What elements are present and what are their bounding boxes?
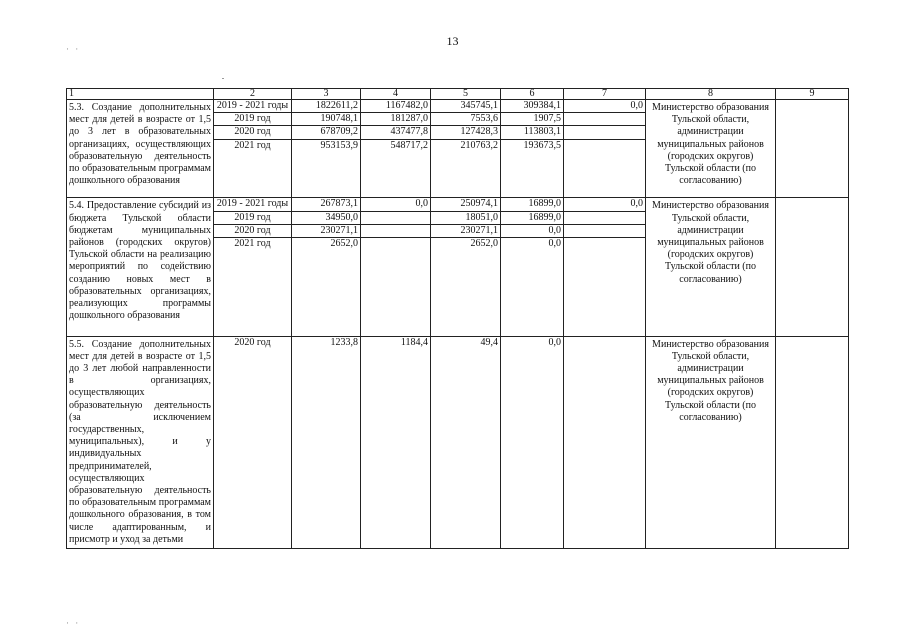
amount-cell-c6: 0,0: [501, 237, 564, 250]
page-number: 13: [446, 34, 459, 48]
col-number-2: 2: [214, 89, 292, 100]
col-number-1: 1: [67, 89, 214, 100]
amount-cell-c5: 250974,1: [431, 198, 501, 211]
amount-cell-c5: 210763,2: [431, 139, 501, 152]
amount-cell-c3: 1233,8: [292, 336, 361, 548]
period-cell: 2021 год: [214, 237, 292, 250]
amount-cell-c6: 16899,0: [501, 211, 564, 224]
amount-cell-c7: [564, 139, 646, 152]
amount-cell-c5: 230271,1: [431, 224, 501, 237]
amount-cell-c5: 49,4: [431, 336, 501, 548]
amount-cell-c4: 1167482,0: [361, 100, 431, 113]
amount-cell-c6: 0,0: [501, 336, 564, 548]
empty-column-9: [776, 336, 849, 548]
amount-cell-c5: 18051,0: [431, 211, 501, 224]
column-number-row: [67, 89, 849, 100]
amount-cell-c7: 0,0: [564, 198, 646, 211]
empty-cell: [564, 152, 646, 198]
empty-cell: [431, 152, 501, 198]
amount-cell-c4: 181287,0: [361, 113, 431, 126]
responsible-executor: Министерство образования Тульской области, администрации муниципальных районов (городских округов) Тульской области (по согласованию): [646, 336, 776, 548]
program-table: [66, 88, 849, 549]
period-cell: 2019 год: [214, 113, 292, 126]
col-number-4: 4: [361, 89, 431, 100]
table-row: [67, 198, 849, 211]
empty-cell: [361, 152, 431, 198]
empty-cell: [501, 152, 564, 198]
amount-cell-c7: [564, 336, 646, 548]
amount-cell-c4: 437477,8: [361, 126, 431, 139]
amount-cell-c7: [564, 224, 646, 237]
amount-cell-c4: [361, 211, 431, 224]
amount-cell-c7: 0,0: [564, 100, 646, 113]
responsible-executor: Министерство образования Тульской области, администрации муниципальных районов (городских округов) Тульской области (по согласованию): [646, 198, 776, 336]
amount-cell-c7: [564, 126, 646, 139]
amount-cell-c3: 1822611,2: [292, 100, 361, 113]
period-cell: 2021 год: [214, 139, 292, 152]
empty-cell: [431, 250, 501, 336]
amount-cell-c4: 0,0: [361, 198, 431, 211]
empty-cell: [214, 152, 292, 198]
amount-cell-c3: 34950,0: [292, 211, 361, 224]
amount-cell-c3: 2652,0: [292, 237, 361, 250]
period-cell: 2020 год: [214, 126, 292, 139]
amount-cell-c5: 127428,3: [431, 126, 501, 139]
amount-cell-c6: 309384,1: [501, 100, 564, 113]
empty-column-9: [776, 198, 849, 336]
col-number-7: 7: [564, 89, 646, 100]
col-number-8: 8: [646, 89, 776, 100]
empty-cell: [214, 250, 292, 336]
activity-description: 5.5. Создание дополнительных мест для детей в возрасте от 1,5 до 3 лет любой направленности в организациях, осуществляющих образовательную деятельность (за исключением государственных, муниципальных), и у индивидуальных предпринимателей, осуществляющих образовательную деятельность по образовательным программам дошкольного образования, в том числе адаптированным, и присмотр и уход за детьми: [67, 336, 214, 548]
amount-cell-c4: [361, 237, 431, 250]
amount-cell-c4: 548717,2: [361, 139, 431, 152]
amount-cell-c6: 113803,1: [501, 126, 564, 139]
amount-cell-c3: 678709,2: [292, 126, 361, 139]
activity-description: 5.3. Создание дополнительных мест для детей в возрасте от 1,5 до 3 лет в образовательных организациях, осуществляющих образовательную деятельность по образовательным программам дошкольного образования: [67, 100, 214, 198]
amount-cell-c6: 16899,0: [501, 198, 564, 211]
scan-speck: [222, 78, 224, 79]
col-number-6: 6: [501, 89, 564, 100]
amount-cell-c3: 953153,9: [292, 139, 361, 152]
amount-cell-c7: [564, 237, 646, 250]
amount-cell-c3: 230271,1: [292, 224, 361, 237]
period-cell: 2019 год: [214, 211, 292, 224]
table-body: [67, 100, 849, 549]
col-number-3: 3: [292, 89, 361, 100]
empty-cell: [501, 250, 564, 336]
corner-mark-bottom: · ·: [66, 618, 81, 628]
amount-cell-c7: [564, 113, 646, 126]
corner-mark-top: · ·: [66, 44, 81, 54]
col-number-9: 9: [776, 89, 849, 100]
period-cell: 2019 - 2021 годы: [214, 100, 292, 113]
amount-cell-c5: 7553,6: [431, 113, 501, 126]
amount-cell-c5: 345745,1: [431, 100, 501, 113]
amount-cell-c5: 2652,0: [431, 237, 501, 250]
empty-cell: [292, 250, 361, 336]
amount-cell-c7: [564, 211, 646, 224]
empty-cell: [564, 250, 646, 336]
period-cell: 2019 - 2021 годы: [214, 198, 292, 211]
empty-column-9: [776, 100, 849, 198]
amount-cell-c3: 190748,1: [292, 113, 361, 126]
table-row: [67, 100, 849, 113]
table-row: [67, 336, 849, 548]
col-number-5: 5: [431, 89, 501, 100]
period-cell: 2020 год: [214, 336, 292, 548]
amount-cell-c4: 1184,4: [361, 336, 431, 548]
empty-cell: [361, 250, 431, 336]
amount-cell-c3: 267873,1: [292, 198, 361, 211]
empty-cell: [292, 152, 361, 198]
responsible-executor: Министерство образования Тульской области, администрации муниципальных районов (городских округов) Тульской области (по согласованию): [646, 100, 776, 198]
activity-description: 5.4. Предоставление субсидий из бюджета Тульской области бюджетам муниципальных районов (городских округов) Тульской области на реализацию мероприятий по содействию созданию новых мест в образовательных организациях, реализующих программы дошкольного образования: [67, 198, 214, 336]
amount-cell-c6: 0,0: [501, 224, 564, 237]
amount-cell-c6: 193673,5: [501, 139, 564, 152]
period-cell: 2020 год: [214, 224, 292, 237]
amount-cell-c4: [361, 224, 431, 237]
amount-cell-c6: 1907,5: [501, 113, 564, 126]
